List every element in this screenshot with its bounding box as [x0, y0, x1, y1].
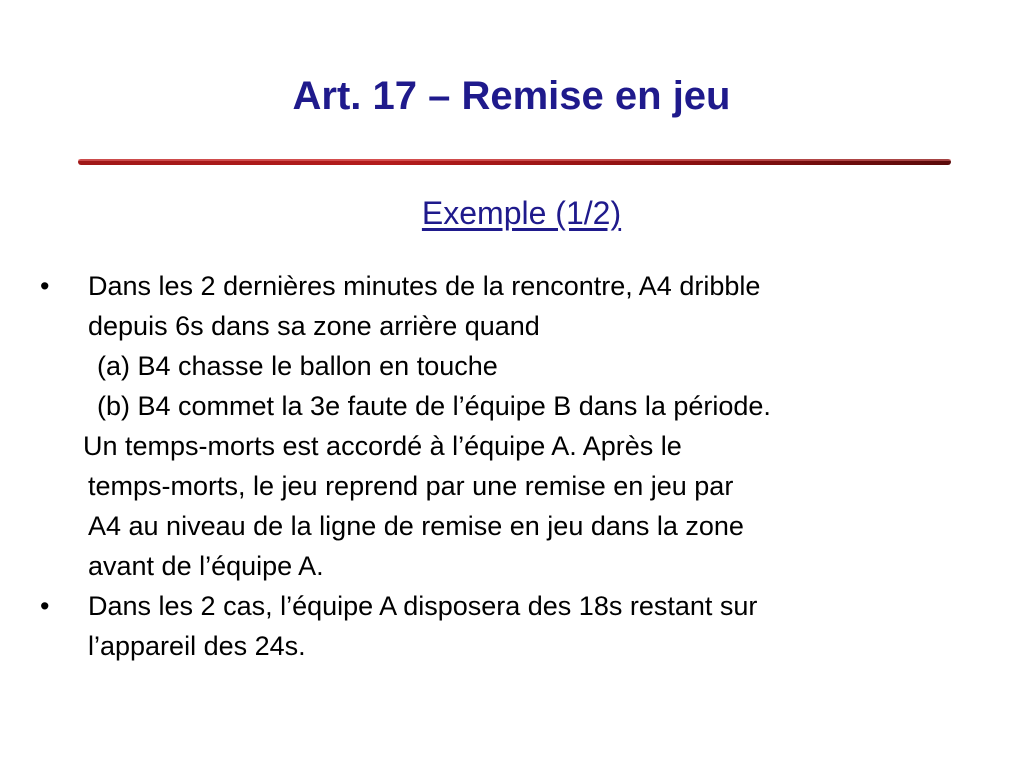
slide-subtitle: Exemple (1/2) — [421, 195, 622, 231]
bullet-1-line-8: avant de l’équipe A. — [88, 551, 324, 581]
bullet-1-line-5: Un temps-morts est accordé à l’équipe A. Après le — [83, 431, 682, 461]
slide-title: Art. 17 – Remise en jeu — [292, 74, 731, 118]
bullet-1-line-1: Dans les 2 dernières minutes de la rencontre, A4 dribble — [88, 271, 761, 301]
bullet-1-line-7: A4 au niveau de la ligne de remise en jeu dans la zone — [88, 511, 744, 541]
bullet-marker: • — [40, 271, 50, 301]
bullet-1-line-3: (a) B4 chasse le ballon en touche — [97, 351, 498, 381]
bullet-2-line-1: Dans les 2 cas, l’équipe A disposera des 18s restant sur — [88, 591, 758, 621]
bullet-1-line-6: temps-morts, le jeu reprend par une remise en jeu par — [88, 471, 734, 501]
bullet-1-line-2: depuis 6s dans sa zone arrière quand — [88, 311, 540, 341]
bullet-1-line-4: (b) B4 commet la 3e faute de l’équipe B dans la période. — [97, 391, 771, 421]
bullet-2-line-2: l’appareil des 24s. — [88, 631, 306, 661]
bullet-marker: • — [40, 591, 50, 621]
